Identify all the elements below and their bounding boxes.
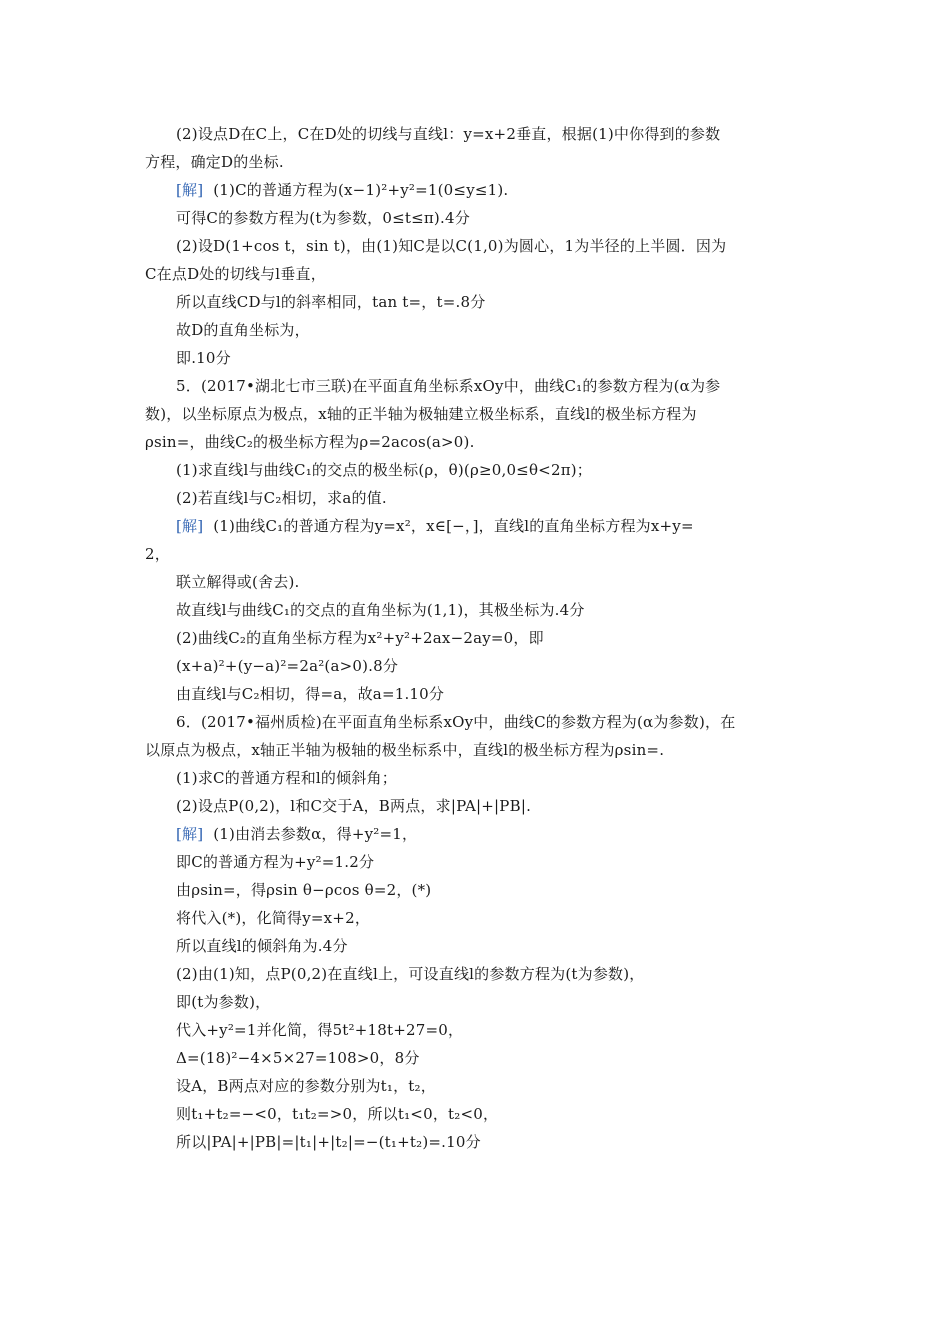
solution-tag: [解] (176, 825, 204, 843)
text-line: ρsin=，曲线C₂的极坐标方程为ρ=2acos(a>0). (145, 433, 475, 451)
text-line: 代入+y²=1并化简，得5t²+18t+27=0， (176, 1021, 464, 1039)
text-line: (1)求直线l与曲线C₁的交点的极坐标(ρ，θ)(ρ≥0,0≤θ<2π)； (176, 461, 593, 479)
text-line: 数)，以坐标原点为极点，x轴的正半轴为极轴建立极坐标系，直线l的极坐标方程为 (145, 405, 697, 423)
text-line: 即(t为参数)， (176, 993, 271, 1011)
text-line: 即.10分 (176, 349, 231, 367)
text-line: 联立解得或(舍去). (176, 573, 300, 591)
text-line: (2)若直线l与C₂相切，求a的值. (176, 489, 387, 507)
text-line: 即C的普通方程为+y²=1.2分 (176, 853, 375, 871)
solution-line (176, 180, 508, 200)
text-line: 由直线l与C₂相切，得=a，故a=1.10分 (176, 685, 445, 703)
text-line: Δ=(18)²−4×5×27=108>0，8分 (176, 1049, 420, 1067)
text-line: 可得C的参数方程为(t为参数，0≤t≤π).4分 (176, 209, 470, 227)
solution-tag: [解] (176, 181, 204, 199)
text-line: (2)由(1)知，点P(0,2)在直线l上，可设直线l的参数方程为(t为参数)， (176, 965, 645, 983)
solution-line (176, 824, 417, 844)
text-line: 2， (145, 545, 170, 563)
text-line: 所以直线CD与l的斜率相同，tan t=，t=.8分 (176, 293, 486, 311)
text-line: 所以|PA|+|PB|=|t₁|+|t₂|=−(t₁+t₂)=.10分 (176, 1133, 481, 1151)
text-line: 方程，确定D的坐标. (145, 153, 284, 171)
text-line: (2)曲线C₂的直角坐标方程为x²+y²+2ax−2ay=0，即 (176, 629, 544, 647)
problem-6-line: 6．(2017•福州质检)在平面直角坐标系xOy中，曲线C的参数方程为(α为参数)，在 (176, 713, 736, 731)
text-line: 所以直线l的倾斜角为.4分 (176, 937, 348, 955)
text-line: C在点D处的切线与l垂直， (145, 265, 326, 283)
text-line: 将代入(*)，化简得y=x+2， (176, 909, 371, 927)
solution-tag: [解] (176, 517, 204, 535)
text-line: (1)曲线C₁的普通方程为y=x²，x∈[−，]，直线l的直角坐标方程为x+y= (213, 517, 694, 535)
problem-5-line: 5．(2017•湖北七市三联)在平面直角坐标系xOy中，曲线C₁的参数方程为(α为参 (176, 377, 721, 395)
text-line: 以原点为极点，x轴正半轴为极轴的极坐标系中，直线l的极坐标方程为ρsin=. (145, 741, 665, 759)
text-line: (2)设D(1+cos t，sin t)，由(1)知C是以C(1,0)为圆心，1为半径的上半圆．因为 (176, 237, 727, 255)
text-line: (x+a)²+(y−a)²=2a²(a>0).8分 (176, 657, 399, 675)
text-line: 设A，B两点对应的参数分别为t₁，t₂， (176, 1077, 436, 1095)
solution-line (176, 516, 694, 536)
text-line: (1)求C的普通方程和l的倾斜角； (176, 769, 397, 787)
text-line: 故D的直角坐标为， (176, 321, 310, 339)
text-line: (2)设点D在C上，C在D处的切线与直线l：y=x+2垂直，根据(1)中你得到的参数 (176, 125, 721, 143)
text-line: (1)C的普通方程为(x−1)²+y²=1(0≤y≤1). (213, 181, 509, 199)
text-line: 故直线l与曲线C₁的交点的直角坐标为(1,1)，其极坐标为.4分 (176, 601, 585, 619)
text-line: (2)设点P(0,2)，l和C交于A，B两点，求|PA|+|PB|. (176, 797, 532, 815)
text-line: 则t₁+t₂=−<0，t₁t₂=>0，所以t₁<0，t₂<0， (176, 1105, 499, 1123)
text-line: (1)由消去参数α，得+y²=1， (213, 825, 418, 843)
text-line: 由ρsin=，得ρsin θ−ρcos θ=2，(*) (176, 881, 432, 899)
